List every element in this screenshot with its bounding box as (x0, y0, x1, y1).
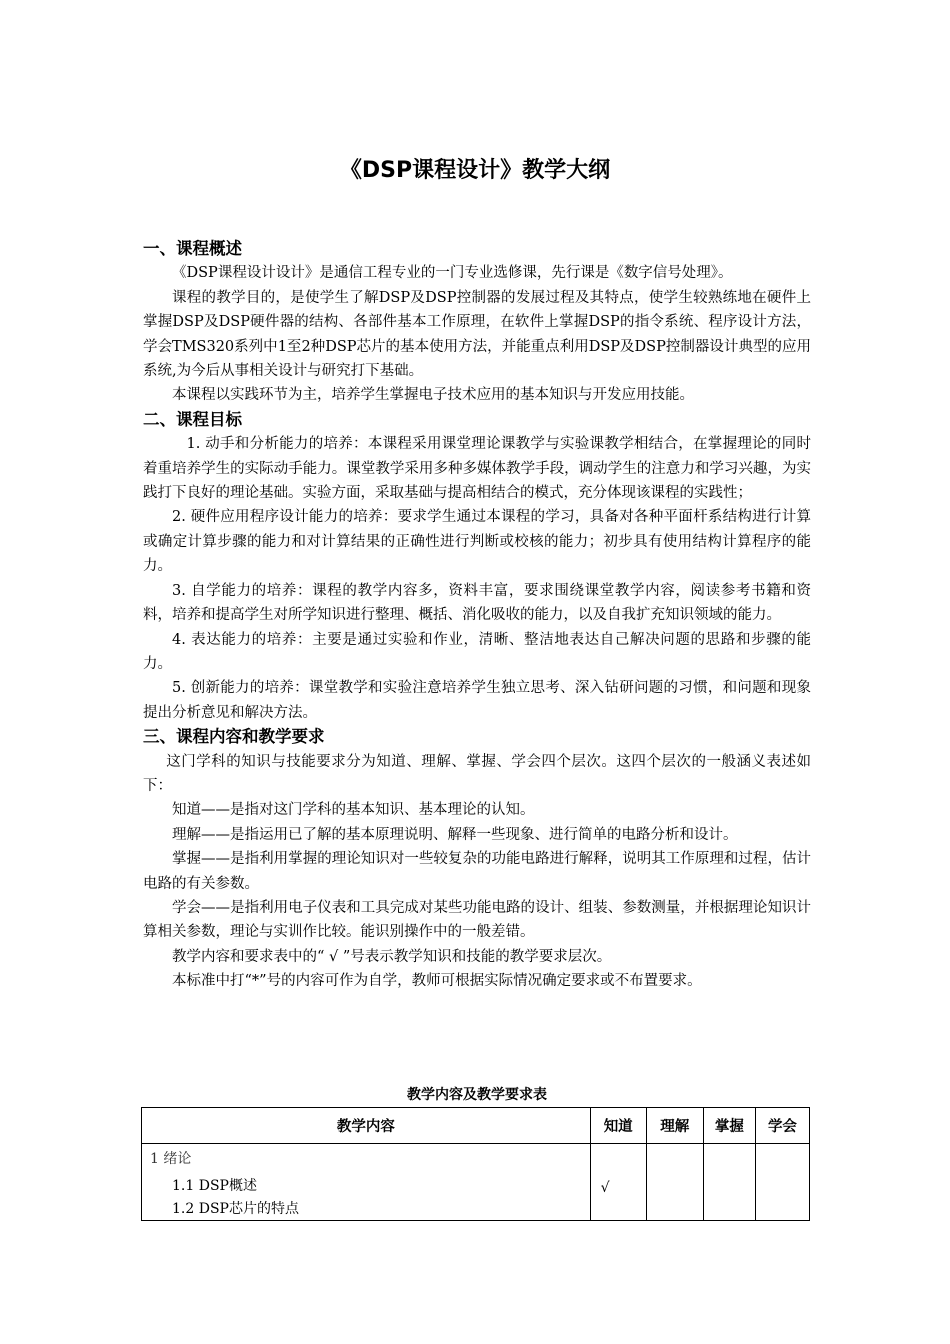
section-heading: 二、课程目标 (143, 409, 242, 429)
section-objectives (143, 408, 811, 725)
header-master: 掌握 (703, 1108, 755, 1144)
know-cell (590, 1144, 646, 1221)
requirements-table (141, 1107, 810, 1221)
paragraph: 《DSP课程设计设计》是通信工程专业的一门专业选修课，先行课是《数字信号处理》。 (172, 265, 733, 282)
check-mark: √ (600, 1180, 610, 1196)
paragraph: 本标准中打“*”号的内容可作为自学，教师可根据实际情况确定要求或不布置要求。 (172, 973, 702, 990)
header-content: 教学内容 (142, 1108, 591, 1144)
chapter-title: 1 绪论 (150, 1151, 192, 1167)
paragraph: 5. 创新能力的培养：课堂教学和实验注意培养学生独立思考、深入钻研问题的习惯，和问题和现象提出分析意见和解决方法。 (143, 680, 811, 721)
content-cell (142, 1144, 591, 1221)
table-row (142, 1144, 810, 1221)
table-item: 1.1 DSP概述 (172, 1178, 257, 1194)
master-cell (703, 1144, 755, 1221)
learn-cell (755, 1144, 809, 1221)
paragraph: 4. 表达能力的培养：主要是通过实验和作业，清晰、整洁地表达自己解决问题的思路和步骤的能力。 (143, 631, 811, 672)
section-content-requirements (143, 725, 811, 993)
paragraph: 2. 硬件应用程序设计能力的培养：要求学生通过本课程的学习，具备对各种平面杆系结构进行计算或确定计算步骤的能力和对计算结果的正确性进行判断或校核的能力；初步具有使用结构计算程序的能力。 (143, 509, 811, 575)
section-heading: 三、课程内容和教学要求 (143, 727, 325, 747)
paragraph: 本课程以实践环节为主，培养学生掌握电子技术应用的基本知识与开发应用技能。 (172, 387, 694, 404)
table-caption: 教学内容及教学要求表 (407, 1087, 547, 1103)
header-understand: 理解 (646, 1108, 703, 1144)
paragraph: 课程的教学目的，是使学生了解DSP及DSP控制器的发展过程及其特点，使学生较熟练地在硬件上掌握DSP及DSP硬件器的结构、各部件基本工作原理，在软件上掌握DSP的指令系统、程序设计方法，学会TMS320系列中1至2种DSP芯片的基本使用方法，并能重点利用DSP及DSP控制器设计典型的应用系统,为今后从事相关设计与研究打下基础。 (143, 289, 811, 380)
understand-cell (646, 1144, 703, 1221)
header-know: 知道 (590, 1108, 646, 1144)
table-item: 1.2 DSP芯片的特点 (172, 1201, 299, 1217)
page-title: 《DSP课程设计》教学大纲 (339, 158, 611, 183)
table-header-row (142, 1108, 810, 1144)
paragraph: 1. 动手和分析能力的培养：本课程采用课堂理论课教学与实验课教学相结合，在掌握理论的同时着重培养学生的实际动手能力。课堂教学采用多种多媒体教学手段，调动学生的注意力和学习兴趣，为实践打下良好的理论基础。实验方面，采取基础与提高相结合的模式，充分体现该课程的实践性； (143, 436, 811, 502)
paragraph: 教学内容和要求表中的“ √ ”号表示教学知识和技能的教学要求层次。 (172, 948, 612, 965)
paragraph: 掌握——是指利用掌握的理论知识对一些较复杂的功能电路进行解释，说明其工作原理和过程，估计电路的有关参数。 (143, 851, 811, 892)
document-body (143, 237, 811, 994)
paragraph: 知道——是指对这门学科的基本知识、基本理论的认知。 (172, 802, 535, 819)
header-learn: 学会 (755, 1108, 809, 1144)
section-overview (143, 237, 811, 408)
section-heading: 一、课程概述 (143, 239, 242, 258)
paragraph: 这门学科的知识与技能要求分为知道、理解、掌握、学会四个层次。这四个层次的一般涵义表述如下： (143, 753, 811, 794)
paragraph: 学会——是指利用电子仪表和工具完成对某些功能电路的设计、组装、参数测量，并根据理论知识计算相关参数，理论与实训作比较。能识别操作中的一般差错。 (143, 899, 811, 941)
paragraph: 理解——是指运用已了解的基本原理说明、解释一些现象、进行简单的电路分析和设计。 (172, 826, 738, 843)
paragraph: 3. 自学能力的培养：课程的教学内容多，资料丰富，要求围绕课堂教学内容，阅读参考书籍和资料，培养和提高学生对所学知识进行整理、概括、消化吸收的能力，以及自我扩充知识领域的能力。 (143, 582, 811, 624)
